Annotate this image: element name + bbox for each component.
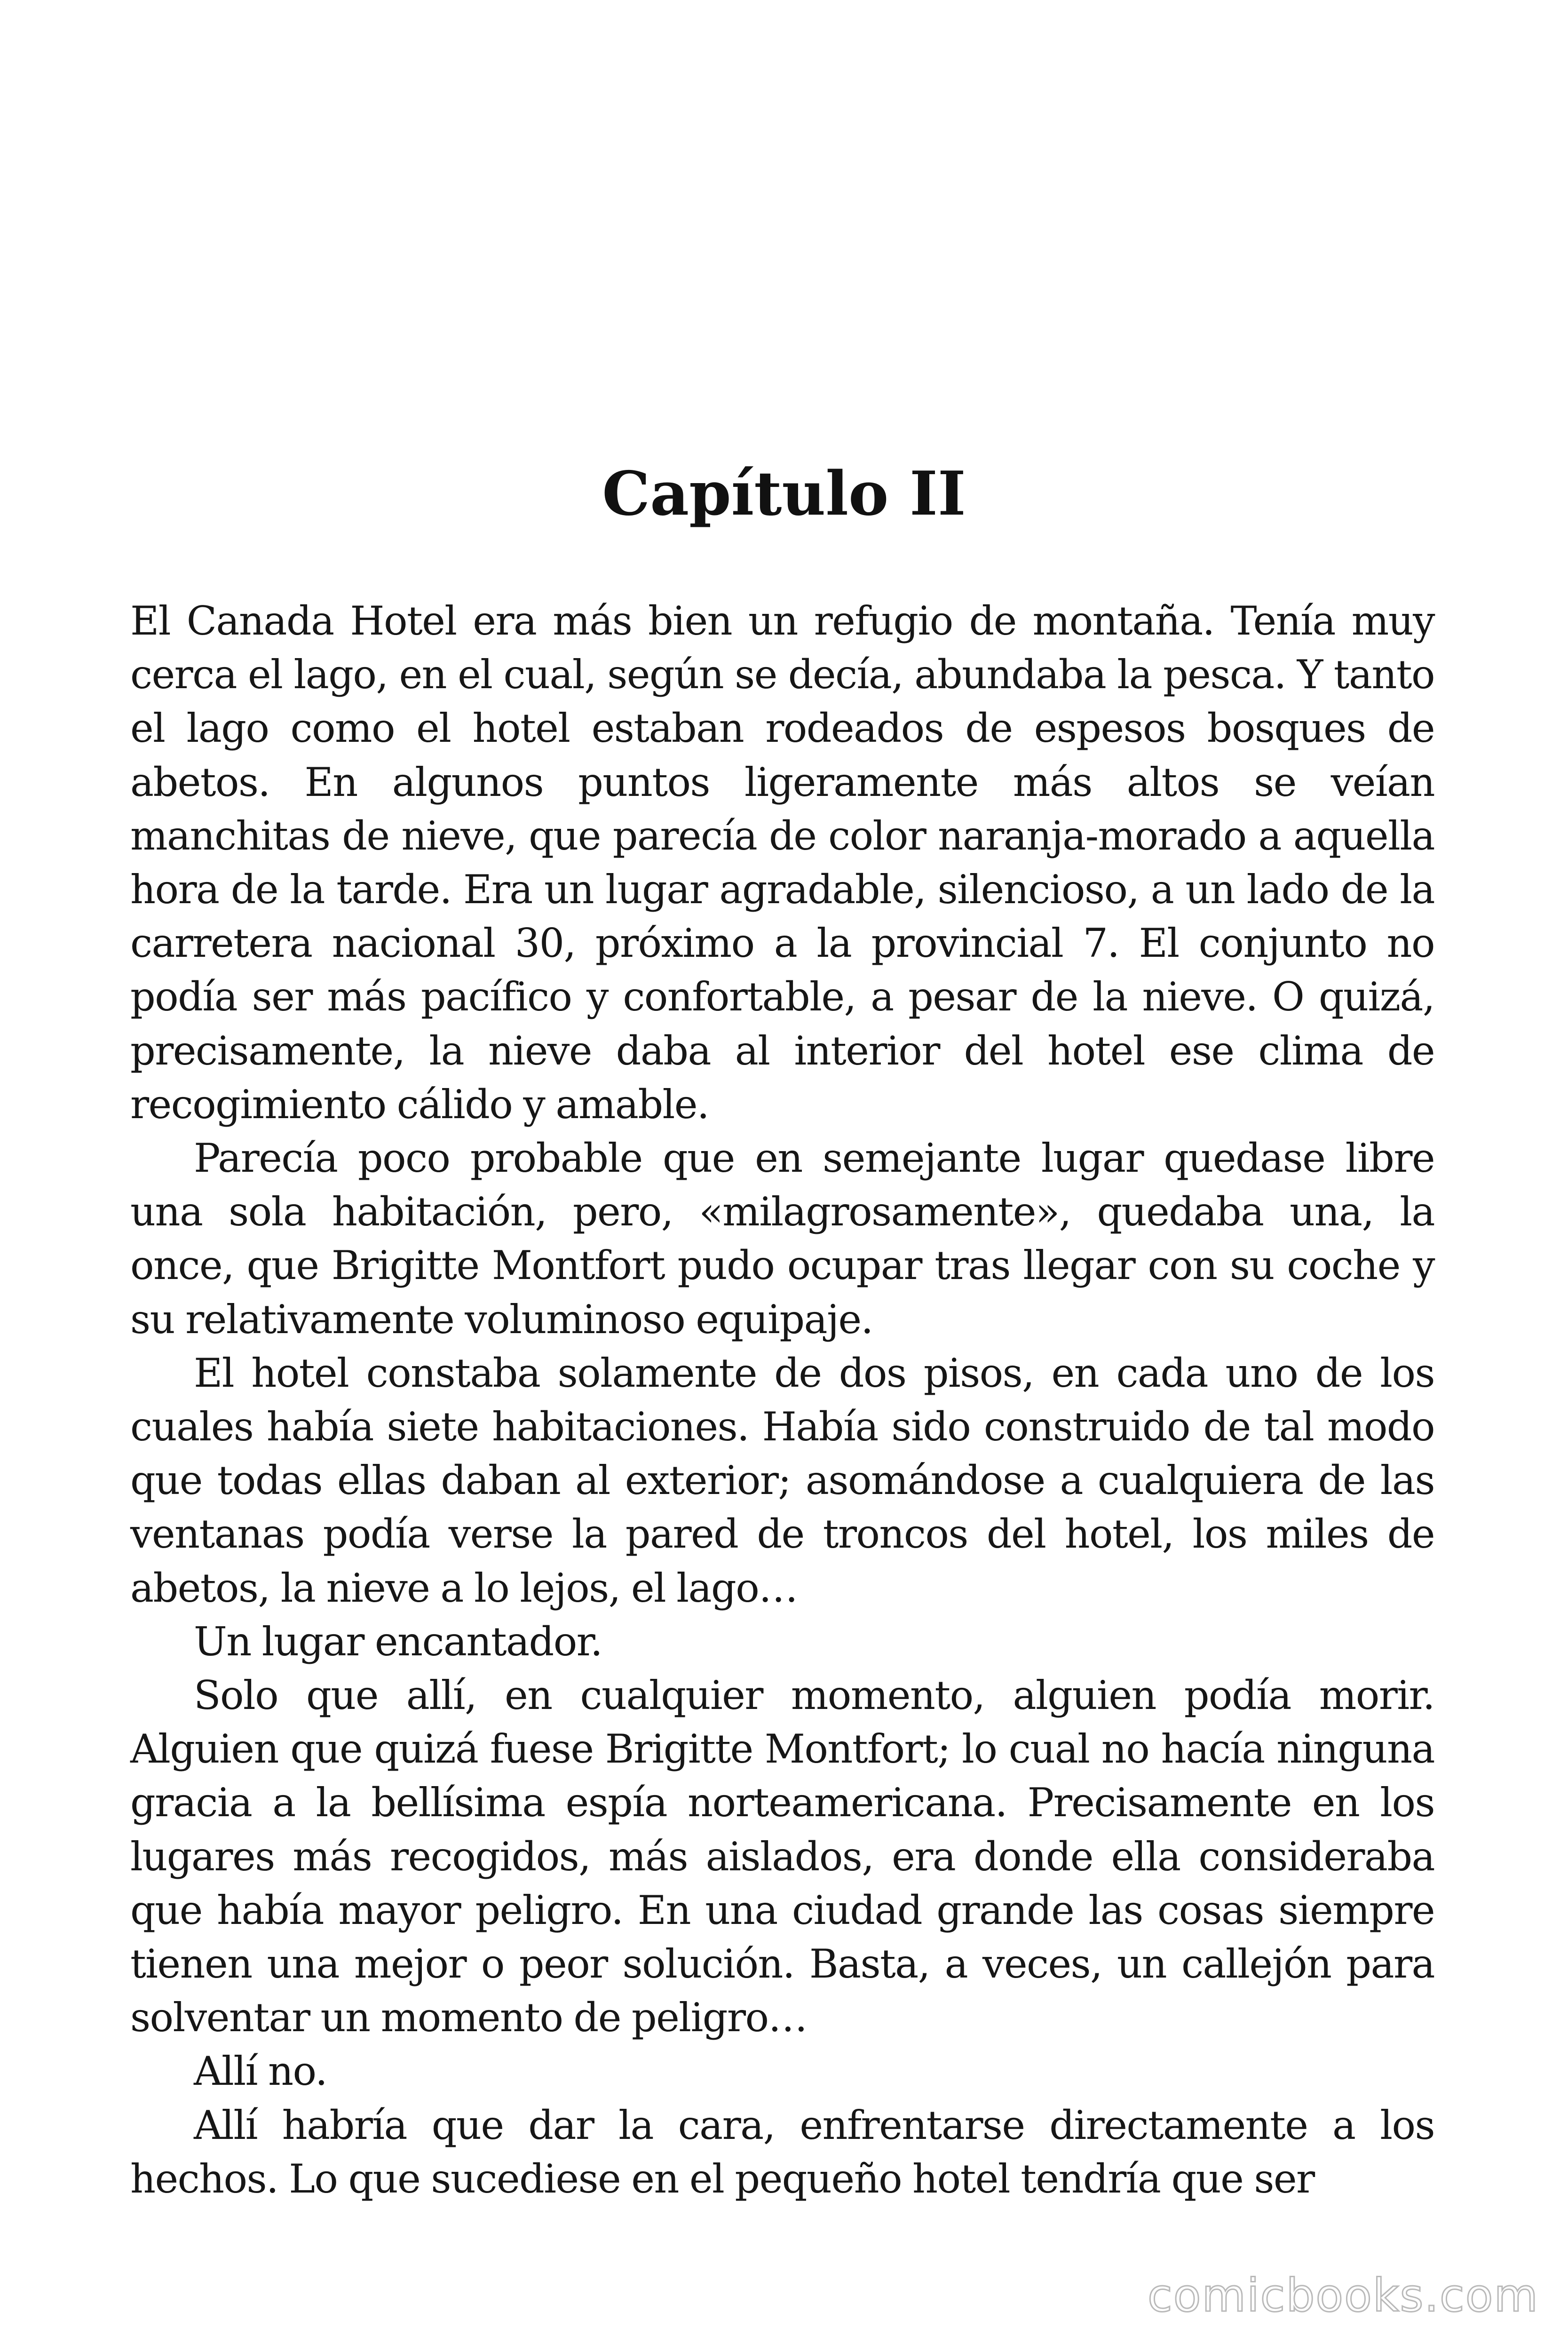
paragraph-6: Allí no.	[194, 2048, 327, 2095]
paragraph-3: El hotel constaba solamente de dos pisos, en cada uno de los cuales había siete habitaciones. Había sido construido de tal modo que todas ellas daban al exterior; asomándose a cualquiera de las ventanas podía verse la pared de troncos del hotel, los miles de abetos, la nieve a lo lejos, el lago…	[130, 1350, 1434, 1611]
watermark: comicbooks.com	[1147, 2269, 1539, 2322]
paragraph-4: Un lugar encantador.	[194, 1618, 602, 1665]
paragraph-5: Solo que allí, en cualquier momento, alguien podía morir. Alguien que quizá fuese Brigitte Montfort; lo cual no hacía ninguna gracia a la bellísima espía norteamericana. Precisamente en los lugares más recogidos, más aislados, era donde ella consideraba que había mayor peligro. En una ciudad grande las cosas siempre tienen una mejor o peor solución. Basta, a veces, un callejón para solventar un momento de peligro…	[130, 1672, 1434, 2041]
paragraph-7: Allí habría que dar la cara, enfrentarse directamente a los hechos. Lo que sucediese en el pequeño hotel tendría que ser	[130, 2102, 1434, 2202]
paragraph-1: El Canada Hotel era más bien un refugio de montaña. Tenía muy cerca el lago, en el cual, según se decía, abundaba la pesca. Y tanto el lago como el hotel estaban rodeados de espesos bosques de abetos. En algunos puntos ligeramente más altos se veían manchitas de nieve, que parecía de color naranja-morado a aquella hora de la tarde. Era un lugar agradable, silencioso, a un lado de la carretera nacional 30, próximo a la provincial 7. El conjunto no podía ser más pacífico y confortable, a pesar de la nieve. O quizá, precisamente, la nieve daba al interior del hotel ese clima de recogimiento cálido y amable.	[130, 598, 1434, 1128]
paragraph-2: Parecía poco probable que en semejante lugar quedase libre una sola habitación, pero, «milagrosamente», quedaba una, la once, que Brigitte Montfort pudo ocupar tras llegar con su coche y su relativamente voluminoso equipaje.	[130, 1135, 1434, 1343]
chapter-title: Capítulo II	[602, 459, 966, 529]
chapter-body	[130, 594, 1434, 2206]
